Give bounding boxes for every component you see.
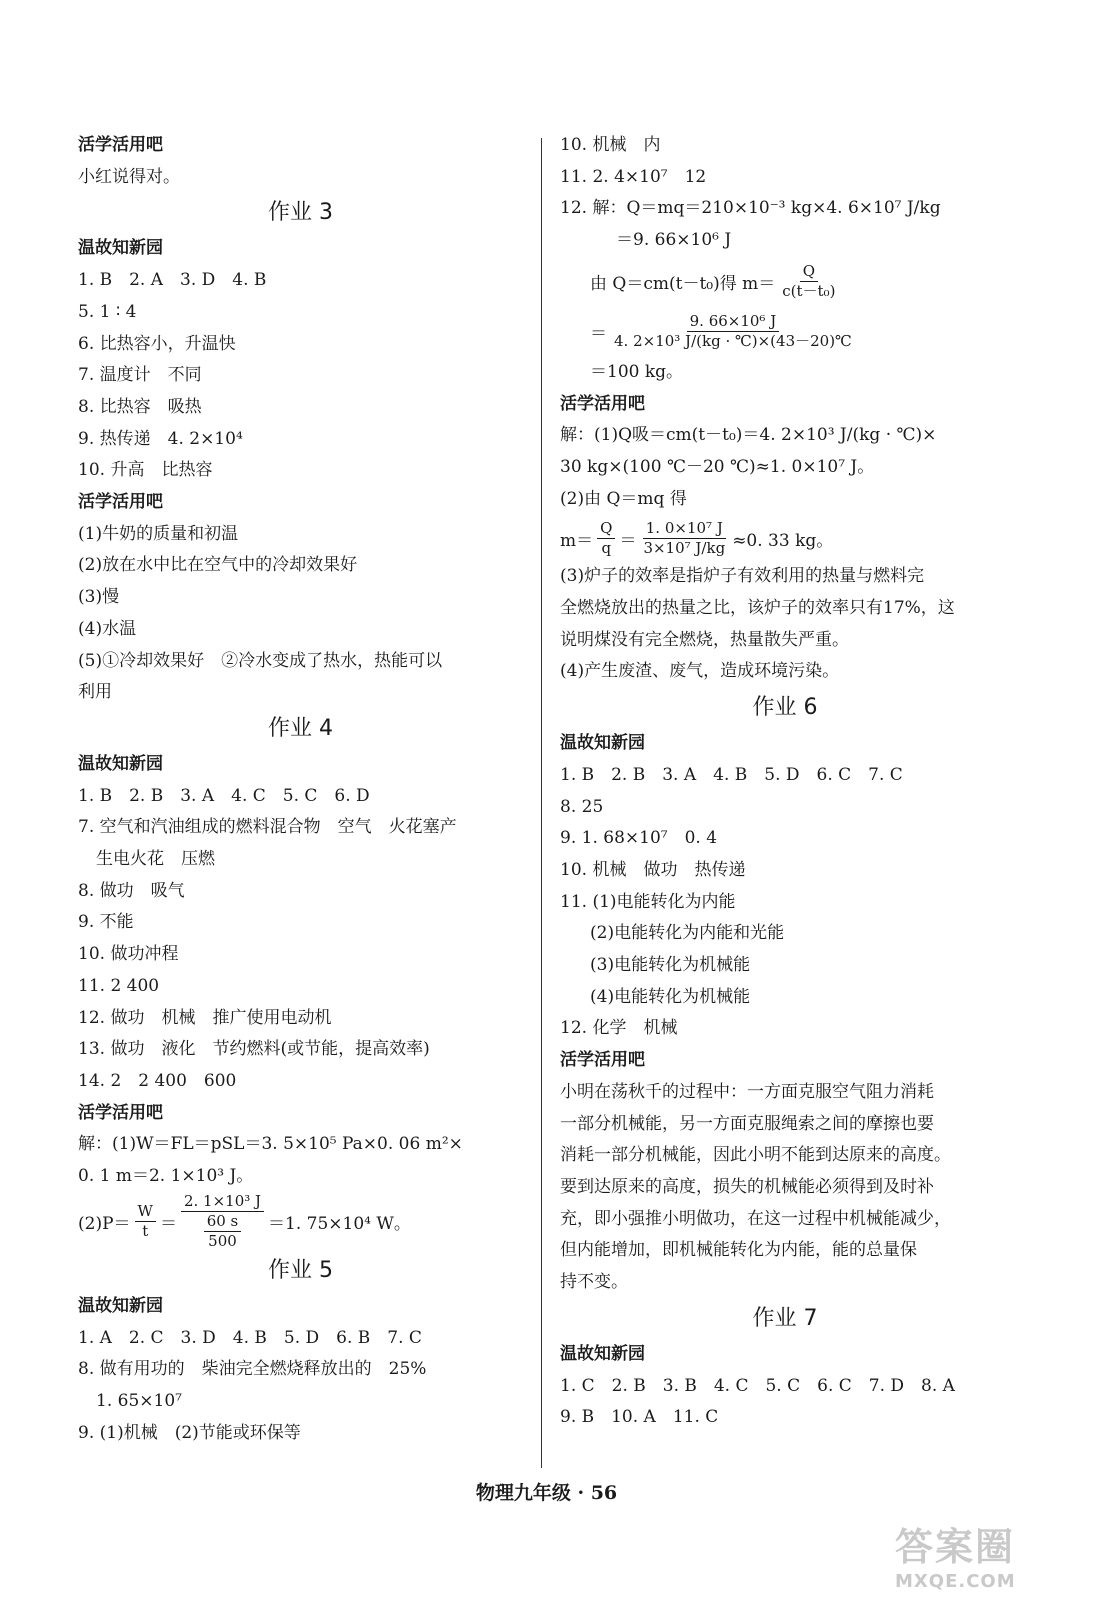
fraction-denominator: q — [601, 538, 612, 557]
solution-line: 0. 1 m＝2. 1×10³ J。 — [78, 1166, 254, 1187]
answer-line: 1. C 2. B 3. B 4. C 5. C 6. C 7. D 8. A — [560, 1375, 955, 1396]
answer-line: (4)水温 — [78, 618, 137, 639]
watermark-url: MXQE.COM — [895, 1571, 1016, 1592]
formula-prefix: (2)P＝ — [78, 1214, 131, 1235]
section-heading: 温故知新园 — [78, 753, 163, 774]
homework-6-title: 作业 6 — [752, 695, 818, 721]
answer-line: 13. 做功 液化 节约燃料(或节能，提高效率) — [78, 1039, 430, 1060]
section-heading: 温故知新园 — [560, 1343, 645, 1364]
section-heading: 活学活用吧 — [560, 1050, 645, 1071]
answer-line: (3)电能转化为机械能 — [590, 955, 751, 976]
answer-line: 12. 做功 机械 推广使用电动机 — [78, 1007, 332, 1028]
answer-line: 9. 不能 — [78, 912, 134, 933]
answer-line: ＝9. 66×10⁶ J — [616, 230, 732, 251]
answer-line: (2)放在水中比在空气中的冷却效果好 — [78, 555, 358, 576]
answer-line: 8. 做功 吸气 — [78, 880, 185, 901]
answer-line: 1. B 2. B 3. A 4. C 5. C 6. D — [78, 785, 370, 806]
answer-line: 1. B 2. A 3. D 4. B — [78, 270, 267, 291]
fraction-denominator: 60 s — [204, 1212, 242, 1232]
section-heading: 活学活用吧 — [78, 135, 163, 155]
answer-line: (2)电能转化为内能和光能 — [590, 923, 785, 944]
formula-prefix: m＝ — [560, 530, 594, 551]
paragraph-line: 持不变。 — [560, 1272, 628, 1293]
fraction-numerator: W — [135, 1202, 156, 1222]
answer-line: 5. 1 ∶ 4 — [78, 301, 137, 322]
paragraph-line: 要到达原来的高度，损失的机械能必须得到及时补 — [560, 1176, 934, 1197]
solution-line: (4)产生废渣、废气，造成环境污染。 — [560, 661, 840, 682]
answer-line: 11. (1)电能转化为内能 — [560, 891, 736, 912]
section-heading: 活学活用吧 — [78, 1102, 163, 1123]
formula-result: ≈0. 33 kg。 — [732, 530, 834, 551]
fraction-denominator-lower: 500 — [208, 1232, 237, 1251]
power-formula — [78, 1193, 523, 1251]
answer-line: 小红说得对。 — [78, 166, 180, 187]
answer-line: 9. B 10. A 11. C — [560, 1407, 719, 1428]
answer-line: 7. 空气和汽油组成的燃料混合物 空气 火花塞产 — [78, 817, 457, 838]
homework-7-title: 作业 7 — [752, 1305, 818, 1331]
answer-line: 11. 2 400 — [78, 975, 160, 996]
section-heading: 温故知新园 — [78, 238, 163, 259]
answer-line: 11. 2. 4×10⁷ 12 — [560, 166, 707, 187]
fraction — [640, 519, 728, 558]
mass-from-heat-formula — [560, 515, 1010, 561]
answer-line: 1. 65×10⁷ — [96, 1390, 182, 1411]
watermark-text: 答案圈 — [895, 1525, 1016, 1569]
section-heading: 活学活用吧 — [560, 393, 645, 414]
equals: ＝ — [159, 1214, 177, 1235]
fraction-numerator: 2. 1×10³ J — [181, 1192, 264, 1212]
homework-5-title: 作业 5 — [268, 1257, 333, 1283]
solution-line: (2)由 Q＝mq 得 — [560, 488, 687, 509]
answer-line: 10. 做功冲程 — [78, 944, 179, 965]
equals: ＝ — [619, 530, 637, 551]
answer-line: 14. 2 2 400 600 — [78, 1070, 237, 1091]
left-column — [78, 130, 523, 1449]
answer-line: (5)①冷却效果好 ②冷水变成了热水，热能可以 — [78, 650, 443, 671]
fraction — [597, 519, 615, 558]
page-footer: 物理九年级 · 56 — [475, 1482, 618, 1504]
homework-4-title: 作业 4 — [268, 715, 333, 741]
paragraph-line: 一部分机械能，另一方面克服绳索之间的摩擦也要 — [560, 1113, 934, 1134]
answer-line: 12. 解：Q＝mq＝210×10⁻³ kg×4. 6×10⁷ J/kg — [560, 198, 941, 219]
paragraph-line: 小明在荡秋千的过程中：一方面克服空气阻力消耗 — [560, 1081, 934, 1102]
fraction-denominator: t — [142, 1222, 149, 1241]
solution-line: 30 kg×(100 ℃－20 ℃)≈1. 0×10⁷ J。 — [560, 456, 875, 477]
fraction-numerator: 9. 66×10⁶ J — [687, 312, 780, 332]
paragraph-line: 消耗一部分机械能，因此小明不能到达原来的高度。 — [560, 1145, 951, 1166]
solution-line: 说明煤没有完全燃烧，热量散失严重。 — [560, 629, 849, 650]
fraction-denominator: c(t－t₀) — [782, 282, 836, 301]
mass-calculation — [560, 307, 1010, 357]
fraction — [181, 1192, 264, 1251]
answer-line: 10. 升高 比热容 — [78, 460, 213, 481]
paragraph-line: 但内能增加，即机械能转化为内能，能的总量保 — [560, 1240, 917, 1261]
fraction-numerator: Q — [597, 519, 615, 539]
fraction — [135, 1202, 156, 1241]
answer-line: 6. 比热容小，升温快 — [78, 333, 236, 354]
fraction — [611, 312, 855, 351]
column-divider — [541, 138, 542, 1468]
watermark-logo — [895, 1516, 1075, 1592]
homework-3-title: 作业 3 — [268, 200, 333, 226]
fraction — [779, 262, 838, 301]
formula-prefix: 由 Q＝cm(t－t₀)得 m＝ — [590, 274, 776, 295]
answer-line: 1. A 2. C 3. D 4. B 5. D 6. B 7. C — [78, 1327, 422, 1348]
answer-line: (4)电能转化为机械能 — [590, 986, 751, 1007]
answer-line: 9. (1)机械 (2)节能或环保等 — [78, 1422, 301, 1443]
answer-line: ＝100 kg。 — [590, 361, 684, 382]
answer-line: 7. 温度计 不同 — [78, 365, 202, 386]
answer-line: 9. 热传递 4. 2×10⁴ — [78, 428, 243, 449]
paragraph-line: 充，即小强推小明做功，在这一过程中机械能减少， — [560, 1208, 951, 1229]
answer-line: 12. 化学 机械 — [560, 1018, 678, 1039]
answer-line: 生电火花 压燃 — [96, 849, 215, 870]
answer-line: 8. 做有用功的 柴油完全燃烧释放出的 25% — [78, 1359, 427, 1380]
formula-result: ＝1. 75×10⁴ W。 — [268, 1214, 411, 1235]
section-heading: 活学活用吧 — [78, 492, 163, 513]
fraction-numerator: Q — [800, 262, 818, 282]
answer-line: 8. 25 — [560, 796, 604, 817]
section-heading: 温故知新园 — [78, 1295, 163, 1316]
answer-line: 8. 比热容 吸热 — [78, 396, 202, 417]
answer-line: (1)牛奶的质量和初温 — [78, 523, 239, 544]
answer-line: 10. 机械 做功 热传递 — [560, 859, 746, 880]
answer-line: 9. 1. 68×10⁷ 0. 4 — [560, 828, 718, 849]
fraction-numerator: 1. 0×10⁷ J — [643, 519, 726, 539]
section-heading: 温故知新园 — [560, 733, 645, 754]
solution-line: 全燃烧放出的热量之比，该炉子的效率只有17%，这 — [560, 598, 955, 619]
mass-formula — [560, 257, 1010, 307]
answer-line: 1. B 2. B 3. A 4. B 5. D 6. C 7. C — [560, 764, 903, 785]
solution-line: 解：(1)Q吸＝cm(t－t₀)＝4. 2×10³ J/(kg · ℃)× — [560, 425, 937, 446]
equals: ＝ — [590, 324, 607, 345]
answer-line: 利用 — [78, 682, 112, 703]
solution-line: (3)炉子的效率是指炉子有效利用的热量与燃料完 — [560, 566, 925, 587]
answer-line: 10. 机械 内 — [560, 135, 661, 155]
fraction-denominator: 3×10⁷ J/kg — [643, 538, 726, 557]
answer-line: (3)慢 — [78, 587, 120, 608]
right-column — [560, 130, 1010, 1434]
fraction-denominator: 4. 2×10³ J/(kg · ℃)×(43－20)℃ — [614, 332, 852, 351]
solution-line: 解：(1)W＝FL＝pSL＝3. 5×10⁵ Pa×0. 06 m²× — [78, 1134, 463, 1155]
